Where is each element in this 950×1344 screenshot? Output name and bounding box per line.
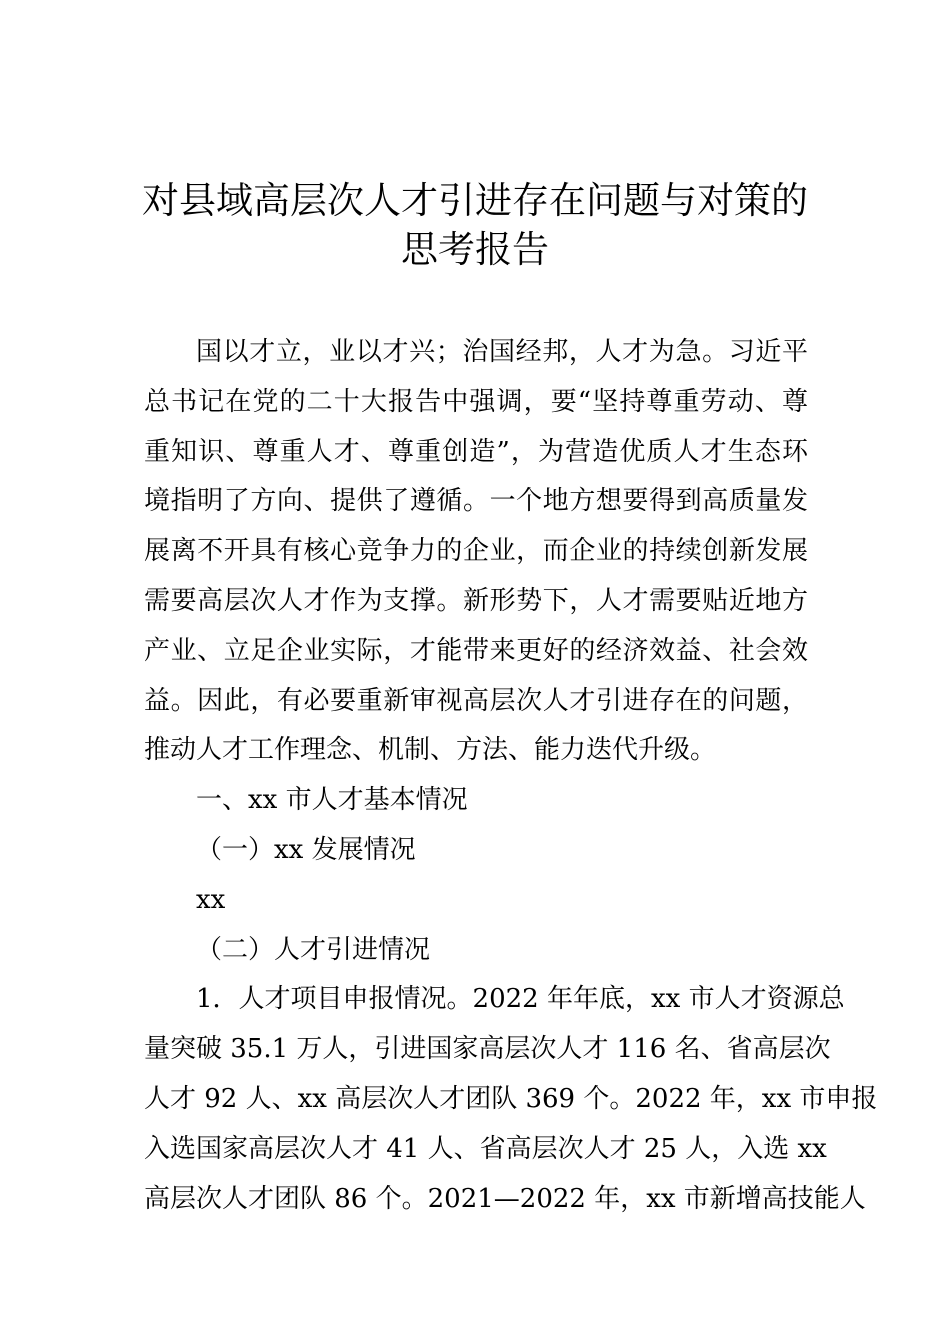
section-heading: 一、xx 市人才基本情况: [196, 785, 468, 816]
subsection-heading: （一）xx 发展情况: [196, 834, 416, 865]
paragraph-line: 入选国家高层次人才 41 人、省高层次人才 25 人，入选 xx: [144, 1133, 827, 1164]
paragraph-line: 益。因此，有必要重新审视高层次人才引进存在的问题，: [144, 685, 808, 716]
paragraph-line: 产业、立足企业实际，才能带来更好的经济效益、社会效: [144, 635, 808, 666]
paragraph-line: 展离不开具有核心竞争力的企业，而企业的持续创新发展: [144, 536, 808, 567]
paragraph-line: 重知识、尊重人才、尊重创造”，为营造优质人才生态环: [144, 436, 808, 467]
paragraph-line: 高层次人才团队 86 个。2021—2022 年，xx 市新增高技能人: [144, 1183, 866, 1214]
subsection-heading: （二）人才引进情况: [196, 934, 431, 965]
paragraph-line: 境指明了方向、提供了遵循。一个地方想要得到高质量发: [144, 486, 808, 517]
paragraph-line: xx: [196, 884, 226, 915]
paragraph-line: 总书记在党的二十大报告中强调，要“坚持尊重劳动、尊: [144, 386, 808, 417]
paragraph-line: 国以才立，业以才兴；治国经邦，人才为急。习近平: [196, 337, 808, 367]
paragraph-line: 1．人才项目申报情况。2022 年年底，xx 市人才资源总: [196, 984, 845, 1015]
document-title-line-2: 思考报告: [401, 228, 549, 271]
paragraph-line: 推动人才工作理念、机制、方法、能力迭代升级。: [144, 735, 717, 766]
document-body: [144, 328, 878, 1224]
paragraph-line: 人才 92 人、xx 高层次人才团队 369 个。2022 年，xx 市申报: [144, 1083, 878, 1114]
paragraph-line: 量突破 35.1 万人，引进国家高层次人才 116 名、省高层次: [144, 1034, 831, 1065]
document-title-line-1: 对县域高层次人才引进存在问题与对策的: [142, 179, 808, 222]
paragraph-line: 需要高层次人才作为支撑。新形势下，人才需要贴近地方: [144, 585, 808, 616]
